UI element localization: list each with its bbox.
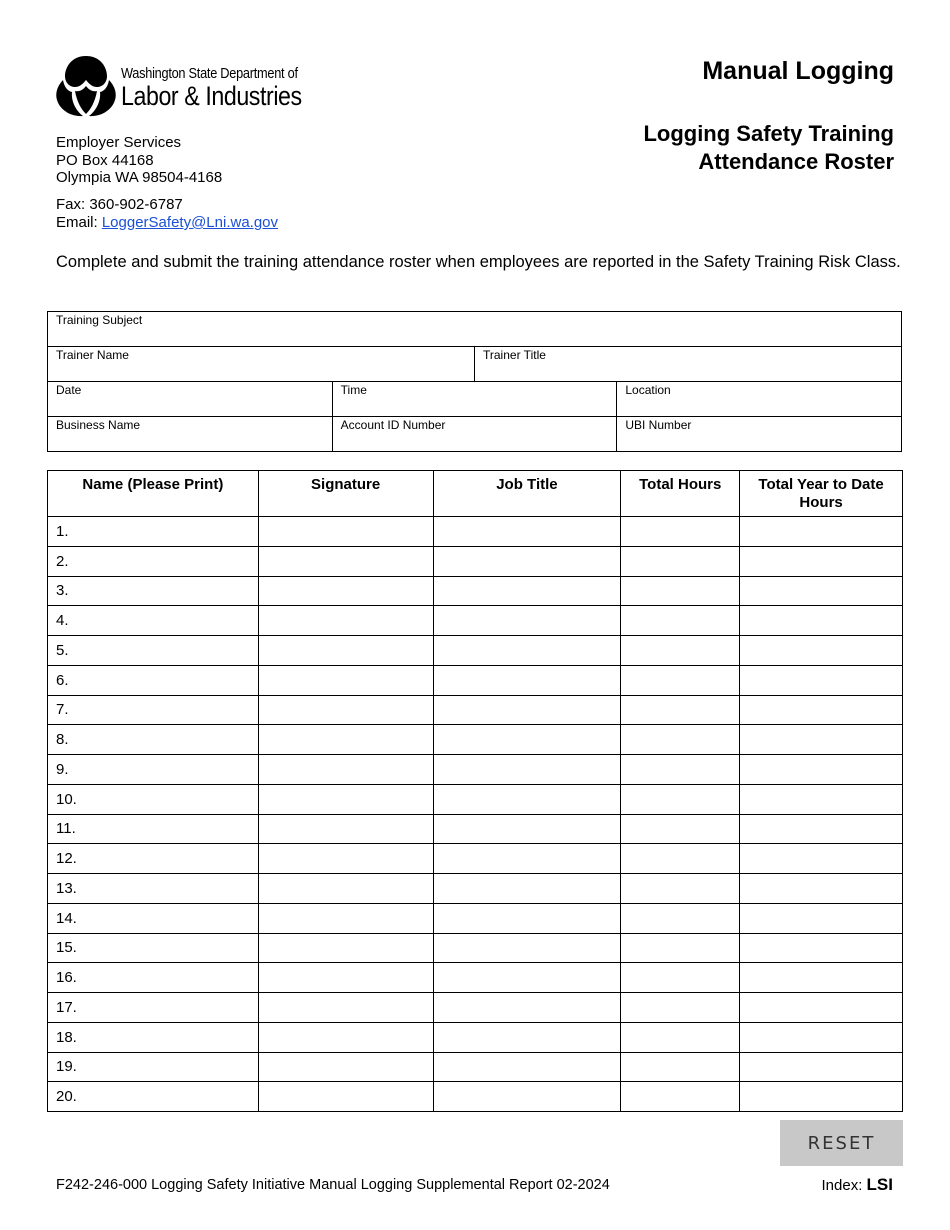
job-title-cell[interactable] bbox=[433, 695, 621, 725]
time-label: Time bbox=[340, 383, 367, 397]
ytd-hours-cell[interactable] bbox=[740, 903, 903, 933]
table-row bbox=[48, 755, 903, 785]
index-value: LSI bbox=[866, 1175, 893, 1194]
signature-cell[interactable] bbox=[258, 606, 433, 636]
name-cell[interactable]: 10. bbox=[48, 784, 259, 814]
ytd-hours-cell[interactable] bbox=[740, 1052, 903, 1082]
training-info-box bbox=[47, 311, 902, 452]
training-subject-input[interactable] bbox=[56, 327, 895, 344]
ytd-hours-cell[interactable] bbox=[740, 546, 903, 576]
job-title-cell[interactable] bbox=[433, 517, 621, 547]
location-label: Location bbox=[625, 383, 671, 397]
training-subject-label: Training Subject bbox=[56, 313, 143, 327]
index-label: Index: bbox=[821, 1177, 867, 1194]
address-line1: Employer Services bbox=[56, 134, 182, 151]
signature-cell[interactable] bbox=[258, 933, 433, 963]
email-label: Email: bbox=[56, 214, 102, 231]
account-id-field[interactable] bbox=[333, 417, 618, 451]
info-row-subject bbox=[48, 312, 901, 347]
name-cell[interactable]: 1. bbox=[48, 517, 259, 547]
mailing-address bbox=[56, 134, 222, 187]
total-hours-cell[interactable] bbox=[621, 606, 740, 636]
name-cell[interactable]: 9. bbox=[48, 755, 259, 785]
table-row bbox=[48, 606, 903, 636]
location-input[interactable] bbox=[625, 397, 895, 414]
reset-button[interactable]: RESET bbox=[780, 1120, 903, 1166]
table-row bbox=[48, 784, 903, 814]
total-hours-cell[interactable] bbox=[621, 1052, 740, 1082]
info-row-when-where bbox=[48, 382, 901, 417]
column-header-name: Name (Please Print) bbox=[48, 471, 259, 517]
email-line bbox=[56, 214, 278, 232]
signature-cell[interactable] bbox=[258, 993, 433, 1023]
ytd-hours-cell[interactable] bbox=[740, 993, 903, 1023]
trainer-title-field[interactable] bbox=[475, 347, 901, 381]
signature-cell[interactable] bbox=[258, 1022, 433, 1052]
form-number: F242-246-000 Logging Safety Initiative Manual Logging Supplemental Report 02-2024 bbox=[56, 1177, 610, 1193]
ytd-hours-cell[interactable] bbox=[740, 636, 903, 666]
name-cell[interactable]: 12. bbox=[48, 844, 259, 874]
business-name-label: Business Name bbox=[56, 418, 141, 432]
fax-number: Fax: 360-902-6787 bbox=[56, 196, 183, 213]
attendance-roster-table bbox=[47, 470, 903, 1112]
trainer-title-input[interactable] bbox=[483, 362, 895, 379]
email-link[interactable]: LoggerSafety@Lni.wa.gov bbox=[101, 214, 279, 231]
table-row bbox=[48, 1082, 903, 1112]
job-title-cell[interactable] bbox=[433, 814, 621, 844]
trainer-title-label: Trainer Title bbox=[483, 348, 546, 362]
signature-cell[interactable] bbox=[258, 576, 433, 606]
roster-body bbox=[48, 517, 903, 1112]
name-cell[interactable]: 11. bbox=[48, 814, 259, 844]
signature-cell[interactable] bbox=[258, 546, 433, 576]
name-cell[interactable]: 16. bbox=[48, 963, 259, 993]
signature-cell[interactable] bbox=[258, 665, 433, 695]
roster-header-row bbox=[48, 471, 903, 517]
job-title-cell[interactable] bbox=[433, 844, 621, 874]
date-field[interactable] bbox=[48, 382, 333, 416]
form-title-line1: Logging Safety Training bbox=[643, 121, 894, 146]
account-id-label: Account ID Number bbox=[340, 418, 446, 432]
lni-logo bbox=[55, 54, 325, 118]
table-row bbox=[48, 874, 903, 904]
job-title-cell[interactable] bbox=[433, 576, 621, 606]
logo-text-department: Washington State Department of bbox=[121, 66, 298, 82]
name-cell[interactable]: 13. bbox=[48, 874, 259, 904]
table-row bbox=[48, 576, 903, 606]
ytd-hours-cell[interactable] bbox=[740, 1022, 903, 1052]
location-field[interactable] bbox=[617, 382, 901, 416]
ytd-hours-cell[interactable] bbox=[740, 665, 903, 695]
instructions-text: Complete and submit the training attendance roster when employees are reported in the Safety Training Risk Class. bbox=[56, 253, 901, 271]
table-row bbox=[48, 1052, 903, 1082]
signature-cell[interactable] bbox=[258, 874, 433, 904]
total-hours-cell[interactable] bbox=[621, 546, 740, 576]
total-hours-cell[interactable] bbox=[621, 844, 740, 874]
total-hours-cell[interactable] bbox=[621, 1082, 740, 1112]
name-cell[interactable]: 18. bbox=[48, 1022, 259, 1052]
total-hours-cell[interactable] bbox=[621, 517, 740, 547]
time-field[interactable] bbox=[333, 382, 618, 416]
ytd-hours-cell[interactable] bbox=[740, 814, 903, 844]
signature-cell[interactable] bbox=[258, 844, 433, 874]
signature-cell[interactable] bbox=[258, 517, 433, 547]
table-row bbox=[48, 636, 903, 666]
job-title-cell[interactable] bbox=[433, 755, 621, 785]
name-cell[interactable]: 19. bbox=[48, 1052, 259, 1082]
total-hours-cell[interactable] bbox=[621, 814, 740, 844]
job-title-cell[interactable] bbox=[433, 1022, 621, 1052]
job-title-cell[interactable] bbox=[433, 1052, 621, 1082]
column-header-ytd-hours: Total Year to Date Hours bbox=[740, 471, 903, 517]
signature-cell[interactable] bbox=[258, 814, 433, 844]
table-row bbox=[48, 546, 903, 576]
ytd-hours-cell[interactable] bbox=[740, 963, 903, 993]
training-subject-field[interactable] bbox=[48, 312, 901, 346]
page-title: Manual Logging bbox=[702, 57, 894, 85]
total-hours-cell[interactable] bbox=[621, 725, 740, 755]
total-hours-cell[interactable] bbox=[621, 636, 740, 666]
total-hours-cell[interactable] bbox=[621, 963, 740, 993]
job-title-cell[interactable] bbox=[433, 993, 621, 1023]
date-input[interactable] bbox=[56, 397, 326, 414]
ytd-hours-cell[interactable] bbox=[740, 517, 903, 547]
column-header-signature: Signature bbox=[258, 471, 433, 517]
total-hours-cell[interactable] bbox=[621, 903, 740, 933]
name-cell[interactable]: 5. bbox=[48, 636, 259, 666]
column-header-job-title: Job Title bbox=[433, 471, 621, 517]
ubi-number-field[interactable] bbox=[617, 417, 901, 451]
job-title-cell[interactable] bbox=[433, 1082, 621, 1112]
table-row bbox=[48, 933, 903, 963]
column-header-total-hours: Total Hours bbox=[621, 471, 740, 517]
job-title-cell[interactable] bbox=[433, 903, 621, 933]
name-cell[interactable]: 2. bbox=[48, 546, 259, 576]
lni-logo-icon bbox=[55, 54, 117, 118]
signature-cell[interactable] bbox=[258, 903, 433, 933]
name-cell[interactable]: 15. bbox=[48, 933, 259, 963]
job-title-cell[interactable] bbox=[433, 725, 621, 755]
ubi-number-input[interactable] bbox=[625, 432, 895, 449]
business-name-input[interactable] bbox=[56, 432, 326, 449]
name-cell[interactable]: 4. bbox=[48, 606, 259, 636]
table-row bbox=[48, 963, 903, 993]
ytd-hours-cell[interactable] bbox=[740, 695, 903, 725]
ytd-hours-cell[interactable] bbox=[740, 1082, 903, 1112]
signature-cell[interactable] bbox=[258, 1082, 433, 1112]
table-row bbox=[48, 903, 903, 933]
signature-cell[interactable] bbox=[258, 1052, 433, 1082]
job-title-cell[interactable] bbox=[433, 963, 621, 993]
account-id-input[interactable] bbox=[341, 432, 611, 449]
signature-cell[interactable] bbox=[258, 963, 433, 993]
total-hours-cell[interactable] bbox=[621, 874, 740, 904]
signature-cell[interactable] bbox=[258, 784, 433, 814]
table-row bbox=[48, 1022, 903, 1052]
table-row bbox=[48, 814, 903, 844]
address-line3: Olympia WA 98504-4168 bbox=[56, 169, 223, 186]
index-code bbox=[822, 1175, 893, 1195]
total-hours-cell[interactable] bbox=[621, 665, 740, 695]
ubi-number-label: UBI Number bbox=[625, 418, 692, 432]
job-title-cell[interactable] bbox=[433, 784, 621, 814]
name-cell[interactable]: 14. bbox=[48, 903, 259, 933]
total-hours-cell[interactable] bbox=[621, 755, 740, 785]
ytd-hours-cell[interactable] bbox=[740, 576, 903, 606]
table-row bbox=[48, 993, 903, 1023]
trainer-name-input[interactable] bbox=[56, 362, 468, 379]
job-title-cell[interactable] bbox=[433, 933, 621, 963]
time-input[interactable] bbox=[341, 397, 611, 414]
job-title-cell[interactable] bbox=[433, 874, 621, 904]
table-row bbox=[48, 665, 903, 695]
total-hours-cell[interactable] bbox=[621, 933, 740, 963]
trainer-name-label: Trainer Name bbox=[56, 348, 129, 362]
logo-text-agency: Labor & Industries bbox=[121, 81, 302, 111]
business-name-field[interactable] bbox=[48, 417, 333, 451]
table-row bbox=[48, 695, 903, 725]
ytd-hours-cell[interactable] bbox=[740, 755, 903, 785]
table-row bbox=[48, 517, 903, 547]
ytd-hours-cell[interactable] bbox=[740, 874, 903, 904]
form-title-line2: Attendance Roster bbox=[698, 149, 894, 174]
address-line2: PO Box 44168 bbox=[56, 151, 154, 169]
signature-cell[interactable] bbox=[258, 755, 433, 785]
job-title-cell[interactable] bbox=[433, 636, 621, 666]
contact-info bbox=[56, 196, 278, 232]
ytd-hours-cell[interactable] bbox=[740, 784, 903, 814]
name-cell[interactable]: 7. bbox=[48, 695, 259, 725]
name-cell[interactable]: 3. bbox=[48, 576, 259, 606]
total-hours-cell[interactable] bbox=[621, 1022, 740, 1052]
signature-cell[interactable] bbox=[258, 636, 433, 666]
total-hours-cell[interactable] bbox=[621, 784, 740, 814]
job-title-cell[interactable] bbox=[433, 546, 621, 576]
name-cell[interactable]: 8. bbox=[48, 725, 259, 755]
ytd-hours-cell[interactable] bbox=[740, 725, 903, 755]
total-hours-cell[interactable] bbox=[621, 576, 740, 606]
ytd-hours-cell[interactable] bbox=[740, 933, 903, 963]
table-row bbox=[48, 844, 903, 874]
date-label: Date bbox=[56, 383, 82, 397]
job-title-cell[interactable] bbox=[433, 665, 621, 695]
form-title bbox=[643, 120, 894, 176]
name-cell[interactable]: 6. bbox=[48, 665, 259, 695]
total-hours-cell[interactable] bbox=[621, 695, 740, 725]
info-row-business bbox=[48, 417, 901, 451]
name-cell[interactable]: 17. bbox=[48, 993, 259, 1023]
ytd-hours-cell[interactable] bbox=[740, 606, 903, 636]
signature-cell[interactable] bbox=[258, 725, 433, 755]
ytd-hours-cell[interactable] bbox=[740, 844, 903, 874]
signature-cell[interactable] bbox=[258, 695, 433, 725]
trainer-name-field[interactable] bbox=[48, 347, 475, 381]
table-row bbox=[48, 725, 903, 755]
job-title-cell[interactable] bbox=[433, 606, 621, 636]
name-cell[interactable]: 20. bbox=[48, 1082, 259, 1112]
total-hours-cell[interactable] bbox=[621, 993, 740, 1023]
info-row-trainer bbox=[48, 347, 901, 382]
